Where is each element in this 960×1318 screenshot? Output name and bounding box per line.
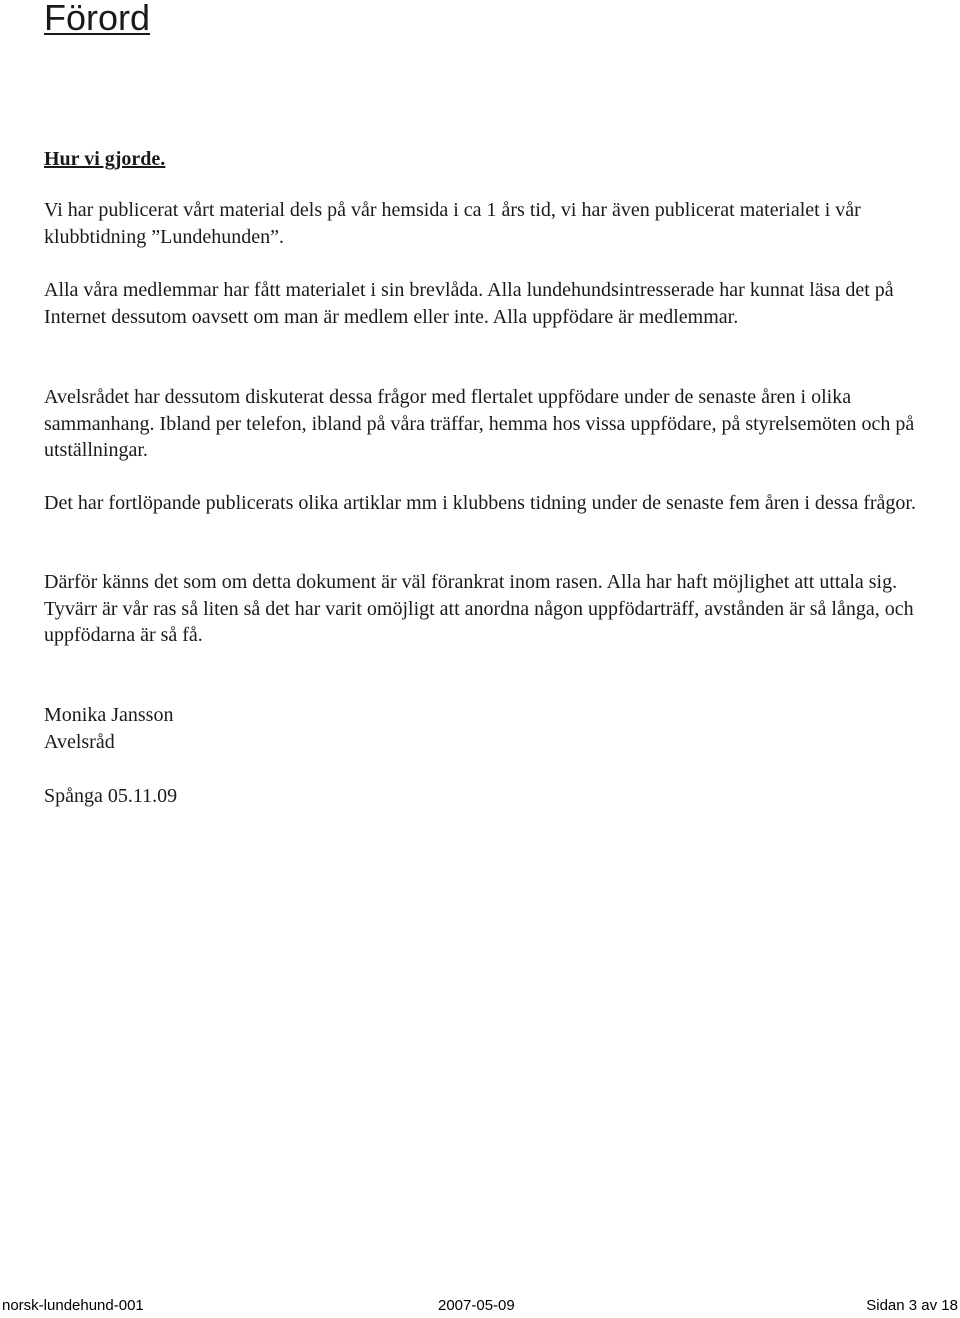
footer-document-id: norsk-lundehund-001 (2, 1297, 144, 1314)
paragraph-publication: Vi har publicerat vårt material dels på vår hemsida i ca 1 års tid, vi har även publicerat materialet i vår klubbtidning ”Lundehunden”. (44, 199, 861, 248)
paragraph-members: Alla våra medlemmar har fått materialet i sin brevlåda. Alla lundehundsintresserade har kunnat läsa det på Internet dessutom oavsett om man är medlem eller inte. Alla uppfödare är medlemmar. (44, 279, 894, 328)
page-footer (0, 1296, 960, 1316)
page-title: Förord (44, 0, 151, 38)
paragraph-articles: Det har fortlöpande publicerats olika artiklar mm i klubbens tidning under de senaste fem åren i dessa frågor. (44, 492, 916, 514)
footer-date: 2007-05-09 (438, 1297, 515, 1314)
signature-name: Monika Jansson (44, 704, 174, 726)
footer-page-number: Sidan 3 av 18 (866, 1297, 958, 1314)
signature-place-date: Spånga 05.11.09 (44, 785, 178, 807)
signature-role: Avelsråd (44, 731, 115, 753)
section-heading: Hur vi gjorde. (44, 148, 166, 170)
paragraph-conclusion: Därför känns det som om detta dokument är väl förankrat inom rasen. Alla har haft möjlighet att uttala sig. Tyvärr är vår ras så liten så det har varit omöjligt att anordna någon uppfödarträff, avstånden är så långa, och uppfödarna är så få. (44, 571, 914, 646)
paragraph-breeding-council: Avelsrådet har dessutom diskuterat dessa frågor med flertalet uppfödare under de senaste åren i olika sammanhang. Ibland per telefon, ibland på våra träffar, hemma hos vissa uppfödare, på styrelsemöten och på utställningar. (44, 386, 915, 461)
